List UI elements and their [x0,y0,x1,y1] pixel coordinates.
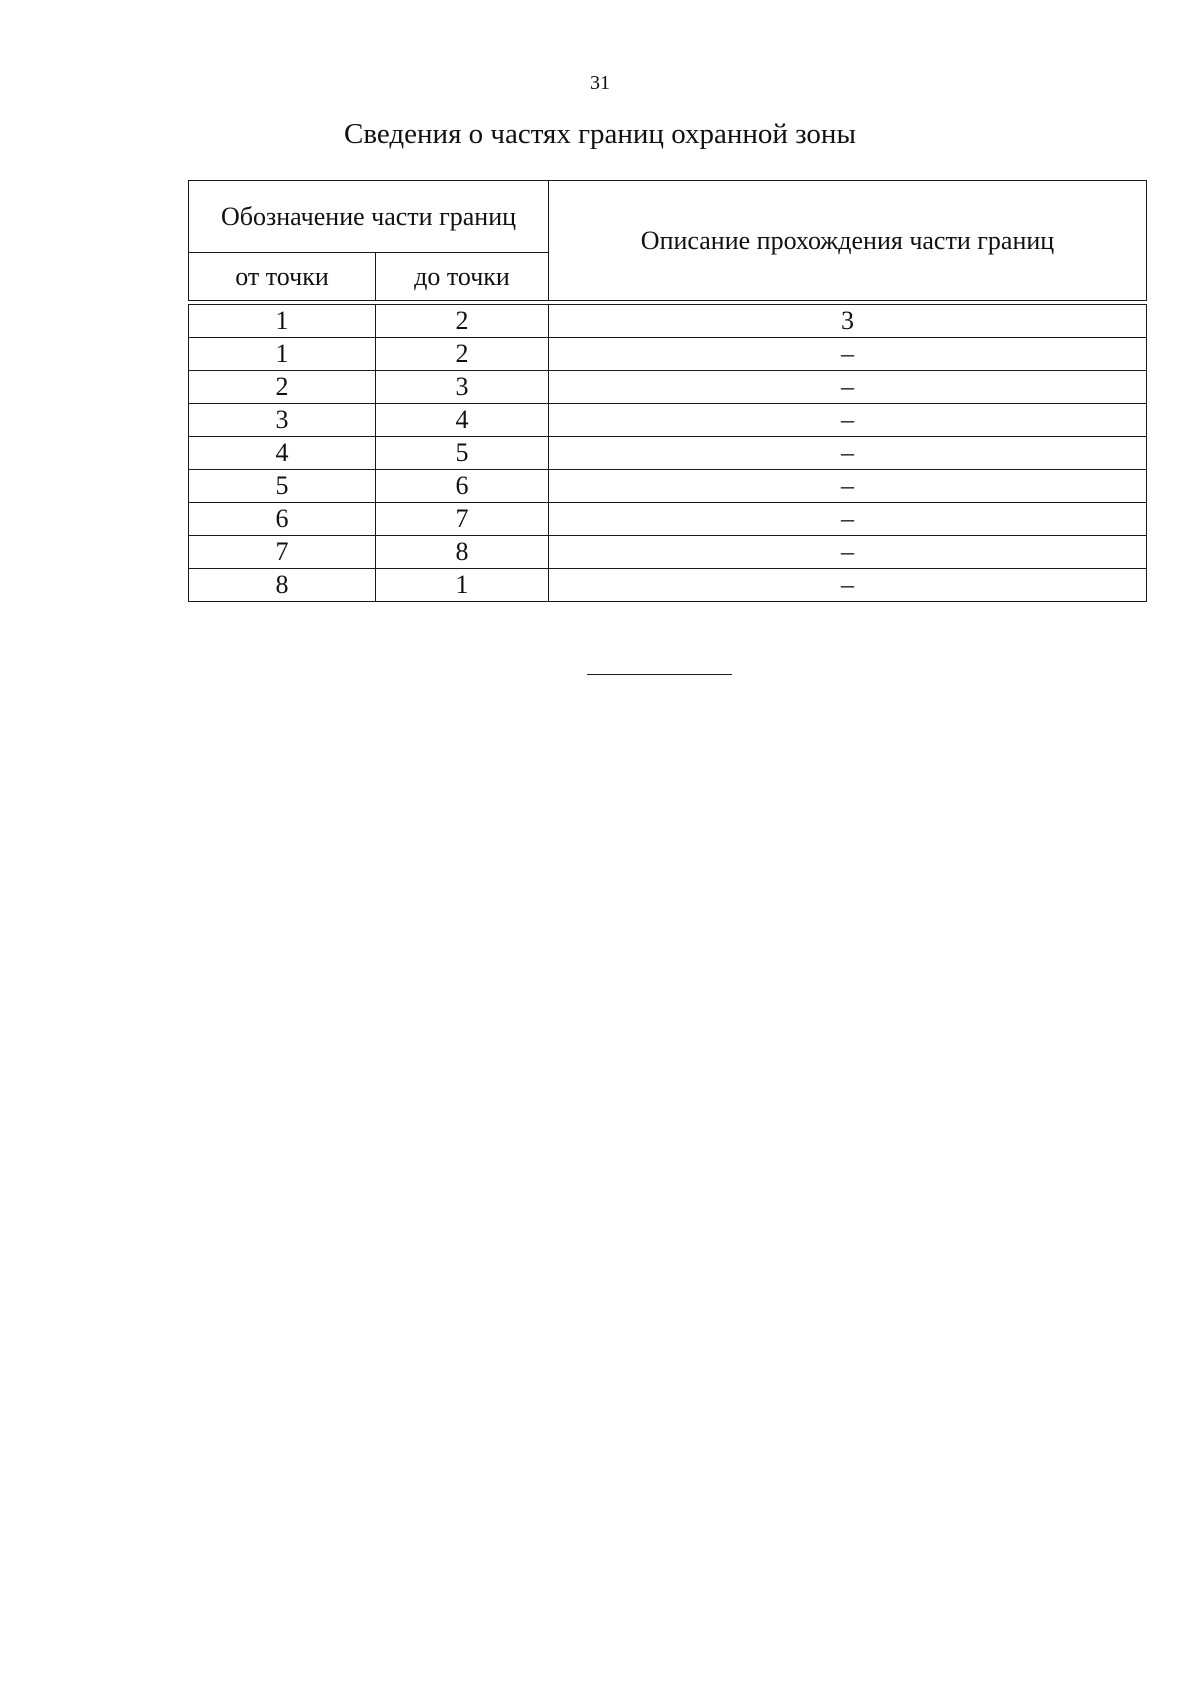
from-point-cell: 3 [189,404,376,437]
table-row [189,404,1147,437]
description-cell: – [549,404,1147,437]
to-point-cell: 7 [376,503,549,536]
page-title: Сведения о частях границ охранной зоны [344,118,856,150]
header-boundary-part-designation: Обозначение части границ [189,181,549,253]
description-cell: – [549,338,1147,371]
table-row [189,569,1147,602]
from-point-cell: 5 [189,470,376,503]
to-point-cell: 3 [376,371,549,404]
from-point-cell: 6 [189,503,376,536]
description-cell: – [549,371,1147,404]
to-point-cell: 1 [376,569,549,602]
column-numbering-row [189,305,1147,338]
header-to-point: до точки [376,253,549,301]
to-point-cell: 8 [376,536,549,569]
description-cell: – [549,569,1147,602]
table-row [189,503,1147,536]
table-row [189,371,1147,404]
header-from-point: от точки [189,253,376,301]
boundary-parts-table [188,180,1147,602]
from-point-cell: 2 [189,371,376,404]
description-cell: – [549,470,1147,503]
page-number: 31 [590,72,610,94]
description-cell: – [549,503,1147,536]
from-point-cell: 7 [189,536,376,569]
table-row [189,338,1147,371]
table-row [189,437,1147,470]
description-cell: – [549,536,1147,569]
table-row [189,470,1147,503]
header-boundary-description: Описание прохождения части границ [549,181,1147,301]
column-number-1: 1 [189,305,376,338]
to-point-cell: 4 [376,404,549,437]
table-row [189,536,1147,569]
description-cell: – [549,437,1147,470]
from-point-cell: 8 [189,569,376,602]
from-point-cell: 1 [189,338,376,371]
to-point-cell: 6 [376,470,549,503]
column-number-2: 2 [376,305,549,338]
to-point-cell: 2 [376,338,549,371]
column-number-3: 3 [549,305,1147,338]
to-point-cell: 5 [376,437,549,470]
end-of-document-rule [587,674,732,675]
from-point-cell: 4 [189,437,376,470]
